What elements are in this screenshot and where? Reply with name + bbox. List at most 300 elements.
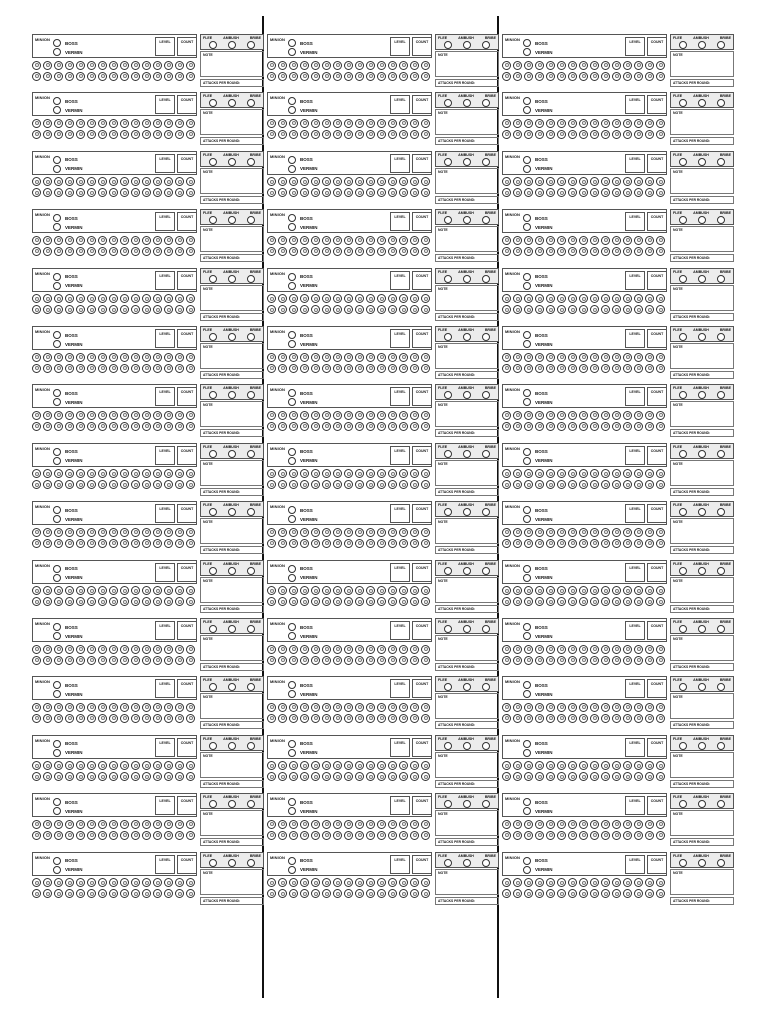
hp-circle[interactable]	[120, 188, 129, 197]
hp-circle[interactable]	[311, 236, 320, 245]
hp-circle[interactable]	[366, 130, 375, 139]
boss-radio[interactable]	[53, 273, 61, 281]
note-field[interactable]	[200, 752, 264, 778]
bribe-checkbox[interactable]	[717, 275, 725, 283]
count-box[interactable]	[412, 855, 432, 874]
hp-circle[interactable]	[186, 586, 195, 595]
count-box[interactable]	[412, 154, 432, 173]
hp-circle[interactable]	[399, 878, 408, 887]
hp-circle[interactable]	[634, 656, 643, 665]
count-box[interactable]	[177, 387, 197, 406]
hp-circle[interactable]	[590, 539, 599, 548]
hp-circle[interactable]	[344, 188, 353, 197]
hp-circle[interactable]	[278, 177, 287, 186]
hp-circle[interactable]	[388, 714, 397, 723]
hp-circle[interactable]	[513, 411, 522, 420]
hp-circle[interactable]	[612, 878, 621, 887]
boss-radio[interactable]	[523, 273, 531, 281]
hp-circle[interactable]	[546, 411, 555, 420]
attacks-per-round-field[interactable]	[435, 897, 499, 905]
hp-circle[interactable]	[502, 761, 511, 770]
hp-circle[interactable]	[333, 645, 342, 654]
flee-checkbox[interactable]	[679, 158, 687, 166]
hp-circle[interactable]	[590, 714, 599, 723]
flee-checkbox[interactable]	[679, 800, 687, 808]
hp-circle[interactable]	[502, 539, 511, 548]
hp-circle[interactable]	[109, 539, 118, 548]
hp-circle[interactable]	[164, 645, 173, 654]
hp-circle[interactable]	[623, 469, 632, 478]
hp-circle[interactable]	[612, 61, 621, 70]
hp-circle[interactable]	[164, 703, 173, 712]
hp-circle[interactable]	[333, 236, 342, 245]
hp-circle[interactable]	[590, 130, 599, 139]
hp-circle[interactable]	[388, 831, 397, 840]
hp-circle[interactable]	[535, 645, 544, 654]
hp-circle[interactable]	[421, 130, 430, 139]
flee-checkbox[interactable]	[444, 391, 452, 399]
ambush-checkbox[interactable]	[228, 41, 236, 49]
hp-circle[interactable]	[267, 61, 276, 70]
hp-circle[interactable]	[557, 130, 566, 139]
hp-circle[interactable]	[410, 61, 419, 70]
vermin-radio[interactable]	[53, 807, 61, 815]
hp-circle[interactable]	[612, 597, 621, 606]
hp-circle[interactable]	[421, 889, 430, 898]
hp-circle[interactable]	[311, 72, 320, 81]
hp-circle[interactable]	[601, 656, 610, 665]
bribe-checkbox[interactable]	[482, 391, 490, 399]
hp-circle[interactable]	[645, 247, 654, 256]
hp-circle[interactable]	[300, 714, 309, 723]
hp-circle[interactable]	[623, 130, 632, 139]
hp-circle[interactable]	[344, 820, 353, 829]
bribe-checkbox[interactable]	[247, 41, 255, 49]
level-box[interactable]	[155, 37, 175, 56]
hp-circle[interactable]	[322, 353, 331, 362]
hp-circle[interactable]	[524, 294, 533, 303]
boss-option[interactable]	[523, 565, 548, 573]
hp-circle[interactable]	[76, 119, 85, 128]
hp-circle[interactable]	[355, 480, 364, 489]
hp-circle[interactable]	[355, 528, 364, 537]
hp-circle[interactable]	[344, 528, 353, 537]
hp-circle[interactable]	[54, 411, 63, 420]
flee-checkbox[interactable]	[679, 625, 687, 633]
hp-circle[interactable]	[98, 72, 107, 81]
hp-circle[interactable]	[120, 72, 129, 81]
hp-circle[interactable]	[410, 480, 419, 489]
hp-circle[interactable]	[590, 236, 599, 245]
vermin-radio[interactable]	[53, 515, 61, 523]
hp-circle[interactable]	[164, 761, 173, 770]
ambush-checkbox[interactable]	[228, 508, 236, 516]
hp-circle[interactable]	[109, 528, 118, 537]
hp-circle[interactable]	[175, 703, 184, 712]
hp-circle[interactable]	[300, 528, 309, 537]
hp-circle[interactable]	[579, 714, 588, 723]
hp-circle[interactable]	[513, 130, 522, 139]
hp-circle[interactable]	[366, 831, 375, 840]
hp-circle[interactable]	[399, 645, 408, 654]
hp-circle[interactable]	[366, 422, 375, 431]
flee-checkbox[interactable]	[444, 99, 452, 107]
note-field[interactable]	[435, 752, 499, 778]
count-box[interactable]	[177, 796, 197, 815]
hp-circle[interactable]	[322, 831, 331, 840]
boss-radio[interactable]	[523, 39, 531, 47]
hp-circle[interactable]	[645, 772, 654, 781]
hp-circle[interactable]	[186, 889, 195, 898]
note-field[interactable]	[200, 51, 264, 77]
hp-circle[interactable]	[355, 177, 364, 186]
hp-circle[interactable]	[142, 119, 151, 128]
hp-circle[interactable]	[109, 305, 118, 314]
hp-circle[interactable]	[623, 528, 632, 537]
hp-circle[interactable]	[399, 411, 408, 420]
hp-circle[interactable]	[634, 469, 643, 478]
ambush-checkbox[interactable]	[463, 567, 471, 575]
vermin-radio[interactable]	[523, 48, 531, 56]
hp-circle[interactable]	[513, 353, 522, 362]
hp-circle[interactable]	[109, 645, 118, 654]
flee-checkbox[interactable]	[679, 508, 687, 516]
note-field[interactable]	[670, 635, 734, 661]
ambush-checkbox[interactable]	[463, 333, 471, 341]
level-box[interactable]	[625, 387, 645, 406]
bribe-checkbox[interactable]	[482, 41, 490, 49]
hp-circle[interactable]	[278, 188, 287, 197]
hp-circle[interactable]	[153, 236, 162, 245]
hp-circle[interactable]	[590, 294, 599, 303]
count-box[interactable]	[412, 212, 432, 231]
hp-circle[interactable]	[131, 294, 140, 303]
hp-circle[interactable]	[623, 597, 632, 606]
flee-checkbox[interactable]	[679, 742, 687, 750]
hp-circle[interactable]	[43, 539, 52, 548]
ambush-checkbox[interactable]	[463, 450, 471, 458]
hp-circle[interactable]	[513, 831, 522, 840]
hp-circle[interactable]	[377, 656, 386, 665]
hp-circle[interactable]	[355, 703, 364, 712]
hp-circle[interactable]	[568, 353, 577, 362]
hp-circle[interactable]	[399, 761, 408, 770]
hp-circle[interactable]	[524, 411, 533, 420]
hp-circle[interactable]	[366, 188, 375, 197]
vermin-option[interactable]	[523, 48, 553, 56]
hp-circle[interactable]	[175, 761, 184, 770]
ambush-checkbox[interactable]	[463, 742, 471, 750]
hp-circle[interactable]	[131, 411, 140, 420]
boss-option[interactable]	[53, 156, 78, 164]
hp-circle[interactable]	[164, 364, 173, 373]
hp-circle[interactable]	[278, 72, 287, 81]
bribe-checkbox[interactable]	[717, 450, 725, 458]
hp-circle[interactable]	[344, 247, 353, 256]
hp-circle[interactable]	[54, 703, 63, 712]
hp-circle[interactable]	[76, 364, 85, 373]
vermin-option[interactable]	[523, 106, 553, 114]
hp-circle[interactable]	[87, 539, 96, 548]
hp-circle[interactable]	[377, 247, 386, 256]
vermin-radio[interactable]	[288, 457, 296, 465]
hp-circle[interactable]	[175, 878, 184, 887]
hp-circle[interactable]	[590, 188, 599, 197]
hp-circle[interactable]	[267, 119, 276, 128]
level-box[interactable]	[625, 271, 645, 290]
hp-circle[interactable]	[54, 177, 63, 186]
hp-circle[interactable]	[300, 364, 309, 373]
flee-checkbox[interactable]	[444, 683, 452, 691]
hp-circle[interactable]	[98, 714, 107, 723]
hp-circle[interactable]	[355, 72, 364, 81]
hp-circle[interactable]	[76, 305, 85, 314]
hp-circle[interactable]	[120, 305, 129, 314]
hp-circle[interactable]	[32, 714, 41, 723]
ambush-checkbox[interactable]	[228, 275, 236, 283]
hp-circle[interactable]	[579, 656, 588, 665]
hp-circle[interactable]	[54, 597, 63, 606]
hp-circle[interactable]	[612, 772, 621, 781]
hp-circle[interactable]	[656, 469, 665, 478]
hp-circle[interactable]	[601, 236, 610, 245]
hp-circle[interactable]	[32, 130, 41, 139]
hp-circle[interactable]	[98, 294, 107, 303]
hp-circle[interactable]	[333, 177, 342, 186]
hp-circle[interactable]	[109, 294, 118, 303]
hp-circle[interactable]	[311, 714, 320, 723]
flee-checkbox[interactable]	[444, 275, 452, 283]
vermin-option[interactable]	[523, 282, 553, 290]
flee-checkbox[interactable]	[209, 99, 217, 107]
level-box[interactable]	[390, 796, 410, 815]
hp-circle[interactable]	[579, 831, 588, 840]
hp-circle[interactable]	[98, 305, 107, 314]
hp-circle[interactable]	[186, 714, 195, 723]
hp-circle[interactable]	[322, 177, 331, 186]
hp-circle[interactable]	[278, 247, 287, 256]
hp-circle[interactable]	[410, 889, 419, 898]
boss-radio[interactable]	[53, 857, 61, 865]
hp-circle[interactable]	[300, 72, 309, 81]
hp-circle[interactable]	[502, 72, 511, 81]
hp-circle[interactable]	[355, 61, 364, 70]
hp-circle[interactable]	[590, 889, 599, 898]
hp-circle[interactable]	[131, 831, 140, 840]
hp-circle[interactable]	[399, 422, 408, 431]
hp-circle[interactable]	[634, 539, 643, 548]
hp-circle[interactable]	[366, 714, 375, 723]
hp-circle[interactable]	[399, 247, 408, 256]
hp-circle[interactable]	[54, 539, 63, 548]
hp-circle[interactable]	[120, 411, 129, 420]
hp-circle[interactable]	[524, 597, 533, 606]
hp-circle[interactable]	[535, 480, 544, 489]
count-box[interactable]	[647, 446, 667, 465]
boss-radio[interactable]	[523, 448, 531, 456]
hp-circle[interactable]	[557, 61, 566, 70]
hp-circle[interactable]	[355, 469, 364, 478]
hp-circle[interactable]	[153, 480, 162, 489]
ambush-checkbox[interactable]	[698, 41, 706, 49]
ambush-checkbox[interactable]	[228, 800, 236, 808]
hp-circle[interactable]	[568, 597, 577, 606]
hp-circle[interactable]	[278, 714, 287, 723]
hp-circle[interactable]	[612, 714, 621, 723]
hp-circle[interactable]	[535, 130, 544, 139]
hp-circle[interactable]	[546, 772, 555, 781]
hp-circle[interactable]	[399, 597, 408, 606]
hp-circle[interactable]	[109, 130, 118, 139]
hp-circle[interactable]	[65, 177, 74, 186]
hp-circle[interactable]	[32, 188, 41, 197]
hp-circle[interactable]	[153, 119, 162, 128]
count-box[interactable]	[177, 37, 197, 56]
boss-radio[interactable]	[288, 798, 296, 806]
vermin-option[interactable]	[53, 223, 83, 231]
hp-circle[interactable]	[612, 188, 621, 197]
hp-circle[interactable]	[355, 889, 364, 898]
count-box[interactable]	[412, 738, 432, 757]
flee-checkbox[interactable]	[209, 275, 217, 283]
count-box[interactable]	[647, 212, 667, 231]
boss-radio[interactable]	[523, 681, 531, 689]
hp-circle[interactable]	[153, 528, 162, 537]
hp-circle[interactable]	[164, 831, 173, 840]
hp-circle[interactable]	[568, 539, 577, 548]
boss-option[interactable]	[523, 389, 548, 397]
hp-circle[interactable]	[289, 656, 298, 665]
hp-circle[interactable]	[32, 61, 41, 70]
hp-circle[interactable]	[131, 177, 140, 186]
hp-circle[interactable]	[421, 645, 430, 654]
hp-circle[interactable]	[322, 528, 331, 537]
hp-circle[interactable]	[175, 714, 184, 723]
hp-circle[interactable]	[546, 305, 555, 314]
hp-circle[interactable]	[142, 61, 151, 70]
hp-circle[interactable]	[65, 480, 74, 489]
bribe-checkbox[interactable]	[247, 683, 255, 691]
hp-circle[interactable]	[333, 820, 342, 829]
hp-circle[interactable]	[54, 72, 63, 81]
hp-circle[interactable]	[557, 411, 566, 420]
boss-option[interactable]	[53, 681, 78, 689]
flee-checkbox[interactable]	[679, 567, 687, 575]
hp-circle[interactable]	[289, 820, 298, 829]
hp-circle[interactable]	[513, 480, 522, 489]
count-box[interactable]	[647, 95, 667, 114]
boss-radio[interactable]	[53, 39, 61, 47]
hp-circle[interactable]	[612, 353, 621, 362]
hp-circle[interactable]	[278, 820, 287, 829]
hp-circle[interactable]	[377, 645, 386, 654]
hp-circle[interactable]	[311, 422, 320, 431]
hp-circle[interactable]	[131, 820, 140, 829]
hp-circle[interactable]	[399, 469, 408, 478]
hp-circle[interactable]	[164, 480, 173, 489]
hp-circle[interactable]	[322, 61, 331, 70]
hp-circle[interactable]	[377, 831, 386, 840]
hp-circle[interactable]	[175, 469, 184, 478]
hp-circle[interactable]	[65, 597, 74, 606]
boss-option[interactable]	[53, 389, 78, 397]
flee-checkbox[interactable]	[679, 450, 687, 458]
hp-circle[interactable]	[634, 528, 643, 537]
count-box[interactable]	[412, 796, 432, 815]
hp-circle[interactable]	[557, 831, 566, 840]
hp-circle[interactable]	[601, 889, 610, 898]
hp-circle[interactable]	[377, 130, 386, 139]
hp-circle[interactable]	[87, 820, 96, 829]
hp-circle[interactable]	[120, 889, 129, 898]
hp-circle[interactable]	[399, 119, 408, 128]
hp-circle[interactable]	[300, 294, 309, 303]
hp-circle[interactable]	[535, 305, 544, 314]
hp-circle[interactable]	[289, 247, 298, 256]
hp-circle[interactable]	[546, 703, 555, 712]
level-box[interactable]	[390, 387, 410, 406]
hp-circle[interactable]	[524, 364, 533, 373]
count-box[interactable]	[177, 621, 197, 640]
hp-circle[interactable]	[590, 61, 599, 70]
hp-circle[interactable]	[300, 61, 309, 70]
hp-circle[interactable]	[535, 656, 544, 665]
hp-circle[interactable]	[278, 878, 287, 887]
vermin-option[interactable]	[53, 807, 83, 815]
vermin-option[interactable]	[523, 866, 553, 874]
hp-circle[interactable]	[267, 878, 276, 887]
level-box[interactable]	[625, 796, 645, 815]
hp-circle[interactable]	[612, 305, 621, 314]
boss-radio[interactable]	[288, 156, 296, 164]
count-box[interactable]	[647, 621, 667, 640]
hp-circle[interactable]	[421, 772, 430, 781]
note-field[interactable]	[670, 226, 734, 252]
hp-circle[interactable]	[502, 645, 511, 654]
hp-circle[interactable]	[54, 656, 63, 665]
hp-circle[interactable]	[579, 411, 588, 420]
vermin-radio[interactable]	[523, 282, 531, 290]
boss-option[interactable]	[523, 97, 548, 105]
hp-circle[interactable]	[142, 353, 151, 362]
note-field[interactable]	[670, 752, 734, 778]
hp-circle[interactable]	[142, 247, 151, 256]
hp-circle[interactable]	[502, 119, 511, 128]
hp-circle[interactable]	[634, 247, 643, 256]
hp-circle[interactable]	[43, 889, 52, 898]
hp-circle[interactable]	[65, 889, 74, 898]
attacks-per-round-field[interactable]	[435, 663, 499, 671]
hp-circle[interactable]	[87, 528, 96, 537]
vermin-radio[interactable]	[53, 866, 61, 874]
hp-circle[interactable]	[557, 889, 566, 898]
hp-circle[interactable]	[388, 480, 397, 489]
hp-circle[interactable]	[289, 597, 298, 606]
hp-circle[interactable]	[142, 889, 151, 898]
hp-circle[interactable]	[355, 820, 364, 829]
hp-circle[interactable]	[568, 247, 577, 256]
note-field[interactable]	[200, 577, 264, 603]
count-box[interactable]	[412, 95, 432, 114]
hp-circle[interactable]	[311, 188, 320, 197]
hp-circle[interactable]	[153, 61, 162, 70]
hp-circle[interactable]	[377, 772, 386, 781]
hp-circle[interactable]	[568, 820, 577, 829]
hp-circle[interactable]	[333, 656, 342, 665]
hp-circle[interactable]	[76, 878, 85, 887]
boss-radio[interactable]	[53, 156, 61, 164]
hp-circle[interactable]	[333, 294, 342, 303]
